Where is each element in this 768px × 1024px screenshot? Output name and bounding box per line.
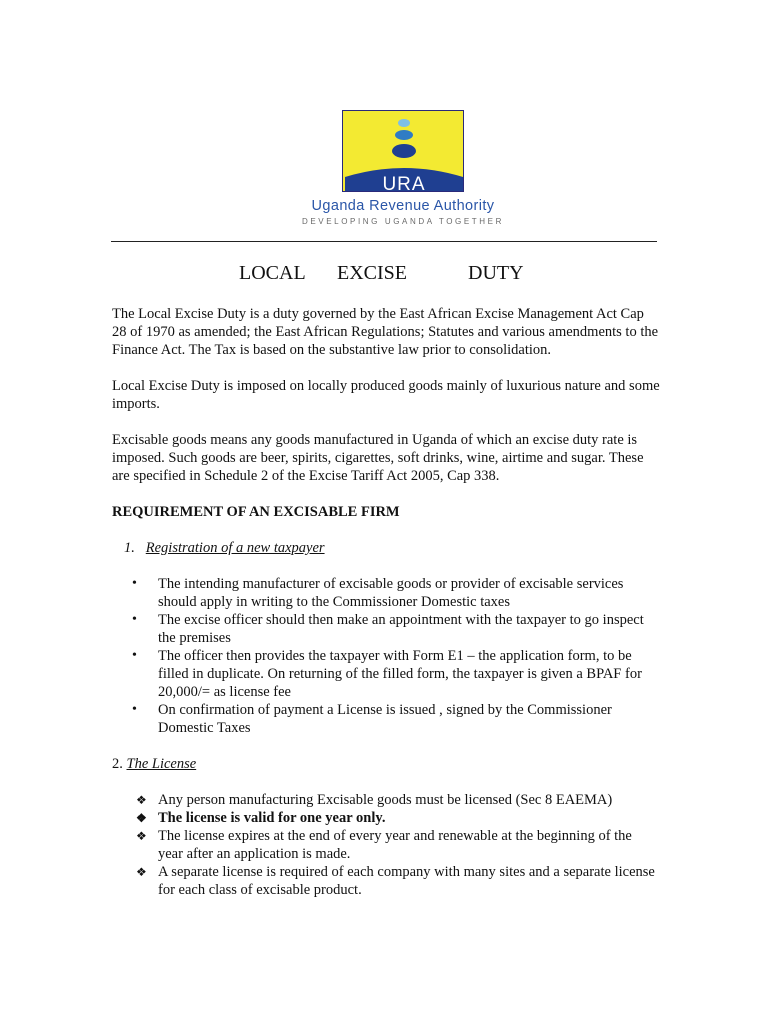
ura-logo-emblem — [342, 110, 464, 192]
diamond-marker: ❖ — [136, 793, 147, 807]
title-word-1: LOCAL — [239, 262, 306, 284]
dot-large — [392, 144, 416, 158]
bullet-marker: • — [132, 612, 137, 627]
ura-abbr: URA — [382, 174, 426, 193]
ura-emblem-graphic — [343, 111, 464, 192]
section-2-label: The License — [126, 756, 197, 772]
list-item: ❖ Any person manufacturing Excisable goods must be licensed (Sec 8 EAEMA) — [136, 792, 613, 808]
diamond-marker: ❖ — [136, 811, 147, 825]
list-item: • The officer then provides the taxpayer with Form E1 – the application form, to be filled in duplicate. On returning of the filled form, the taxpayer is given a BPAF for 20,000/= as license fee — [132, 648, 642, 700]
license-list — [112, 791, 660, 899]
bullet-marker: • — [132, 576, 137, 591]
section-2-title — [112, 755, 660, 773]
ura-logo — [246, 110, 560, 228]
dot-small — [398, 119, 410, 127]
list-item: ❖ A separate license is required of each company with many sites and a separate license for each class of excisable product. — [136, 864, 655, 898]
document-body — [112, 305, 660, 917]
title-word-2: EXCISE — [337, 262, 407, 284]
list-item: ❖ The license is valid for one year only. — [136, 810, 386, 826]
imposition-paragraph: Local Excise Duty is imposed on locally produced goods mainly of luxurious nature and some imports. — [112, 378, 660, 412]
section-1-label: Registration of a new taxpayer — [145, 540, 325, 556]
bullet-marker: • — [132, 702, 137, 717]
page-title — [111, 262, 657, 288]
section-1-number: 1. — [124, 540, 135, 556]
section-heading: REQUIREMENT OF AN EXCISABLE FIRM — [112, 504, 400, 520]
intro-paragraph: The Local Excise Duty is a duty governed by the East African Excise Management Act Cap 28 of 1970 as amended; the East African Regulations; Statutes and various amendments to the Finance Act. The Tax is based on the substantive law prior to consolidation. — [112, 306, 659, 358]
ura-name: Uganda Revenue Authority — [311, 198, 495, 214]
registration-list — [112, 575, 660, 737]
header-divider — [111, 241, 657, 242]
diamond-marker: ❖ — [136, 865, 147, 879]
section-1-title — [112, 539, 660, 557]
ura-tagline: DEVELOPING UGANDA TOGETHER — [301, 217, 504, 226]
list-item: • On confirmation of payment a License is issued , signed by the Commissioner Domestic Taxes — [132, 702, 612, 736]
diamond-marker: ❖ — [136, 829, 147, 843]
excisable-goods-paragraph: Excisable goods means any goods manufactured in Uganda of which an excise duty rate is imposed. Such goods are beer, spirits, cigarettes, soft drinks, wine, airtime and sugar. These are specified in Schedule 2 of the Excise Tariff Act 2005, Cap 338. — [112, 432, 644, 484]
list-item: ❖ The license expires at the end of every year and renewable at the beginning of the year after an application is made. — [136, 828, 632, 862]
dot-medium — [395, 130, 413, 140]
section-2-number: 2. — [112, 756, 123, 772]
title-word-3: DUTY — [468, 262, 524, 284]
bullet-marker: • — [132, 648, 137, 663]
list-item: • The intending manufacturer of excisable goods or provider of excisable services should apply in writing to the Commissioner Domestic taxes — [132, 576, 624, 610]
list-item: • The excise officer should then make an appointment with the taxpayer to go inspect the premises — [132, 612, 644, 646]
